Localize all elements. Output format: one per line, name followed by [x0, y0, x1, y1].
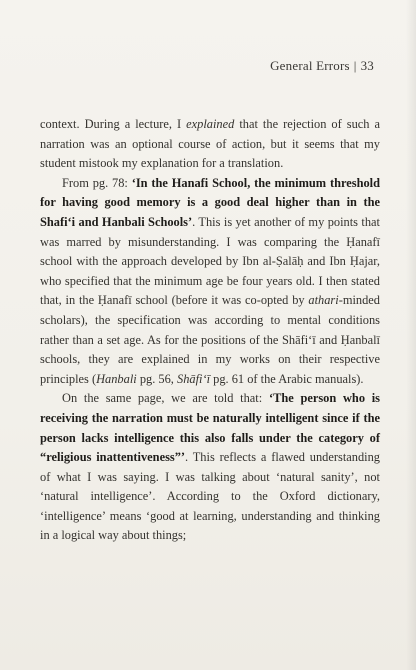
text-segment-italic: Hanbali	[96, 371, 137, 386]
body-text	[40, 115, 380, 546]
paragraph-natural-intelligence	[40, 389, 380, 546]
paragraph-continuation	[40, 115, 380, 174]
text-segment: . This is yet another of my points that was marred by misunderstanding. I was comparing the Ḥanafī school with the approach developed by Ibn al-Ṣalāḥ and Ibn Ḥajar, who specified that the minimum age be four years old. I then stated that, in the Ḥanafī school (before it was co-opted by	[40, 214, 380, 308]
running-head	[270, 58, 374, 74]
text-segment: that the rejection of such a narration was an optional course of action, but it seems that my student mistook my explanation for a translation.	[40, 117, 380, 171]
paragraph-hanafi-threshold	[40, 174, 380, 390]
text-segment: . This reflects a flawed understanding of what I was saying. I was talking about ‘natural sanity’, not ‘natural intelligence’. According to the Oxford dictionary, ‘intelligence’ means ‘good at learning, understanding and thinking in a logical way about things;	[40, 450, 380, 543]
text-segment-italic: explained	[186, 117, 235, 131]
page-number: 33	[360, 58, 374, 73]
running-head-separator: |	[353, 58, 357, 73]
quoted-claim: ‘The person who is receiving the narration must be naturally intelligent since if the person lacks intelligence this also falls under the category of “religious inattentiveness”’	[40, 391, 381, 465]
text-segment: On the same page, we are told that:	[62, 391, 269, 406]
text-segment-italic: Shāfi‘ī	[177, 371, 211, 386]
text-segment: pg. 61 of the Arabic manuals).	[210, 371, 364, 386]
text-segment: context. During a lecture, I	[40, 117, 187, 131]
text-segment-italic: athari	[308, 293, 339, 308]
text-segment: pg. 56,	[136, 371, 177, 386]
running-head-title: General Errors	[270, 58, 350, 73]
text-segment: -minded scholars), the specification was according to mental conditions rather than a set age. As for the positions of the Shāfi‘ī and Ḥanbalī schools, they are explained in my works on their respective principles (	[40, 293, 380, 386]
quoted-claim: ‘In the Hanafi School, the minimum threshold for having good memory is a good deal higher than in the Shafi‘i and Hanbali Schools’	[40, 175, 380, 229]
text-segment: From pg. 78:	[62, 175, 132, 190]
